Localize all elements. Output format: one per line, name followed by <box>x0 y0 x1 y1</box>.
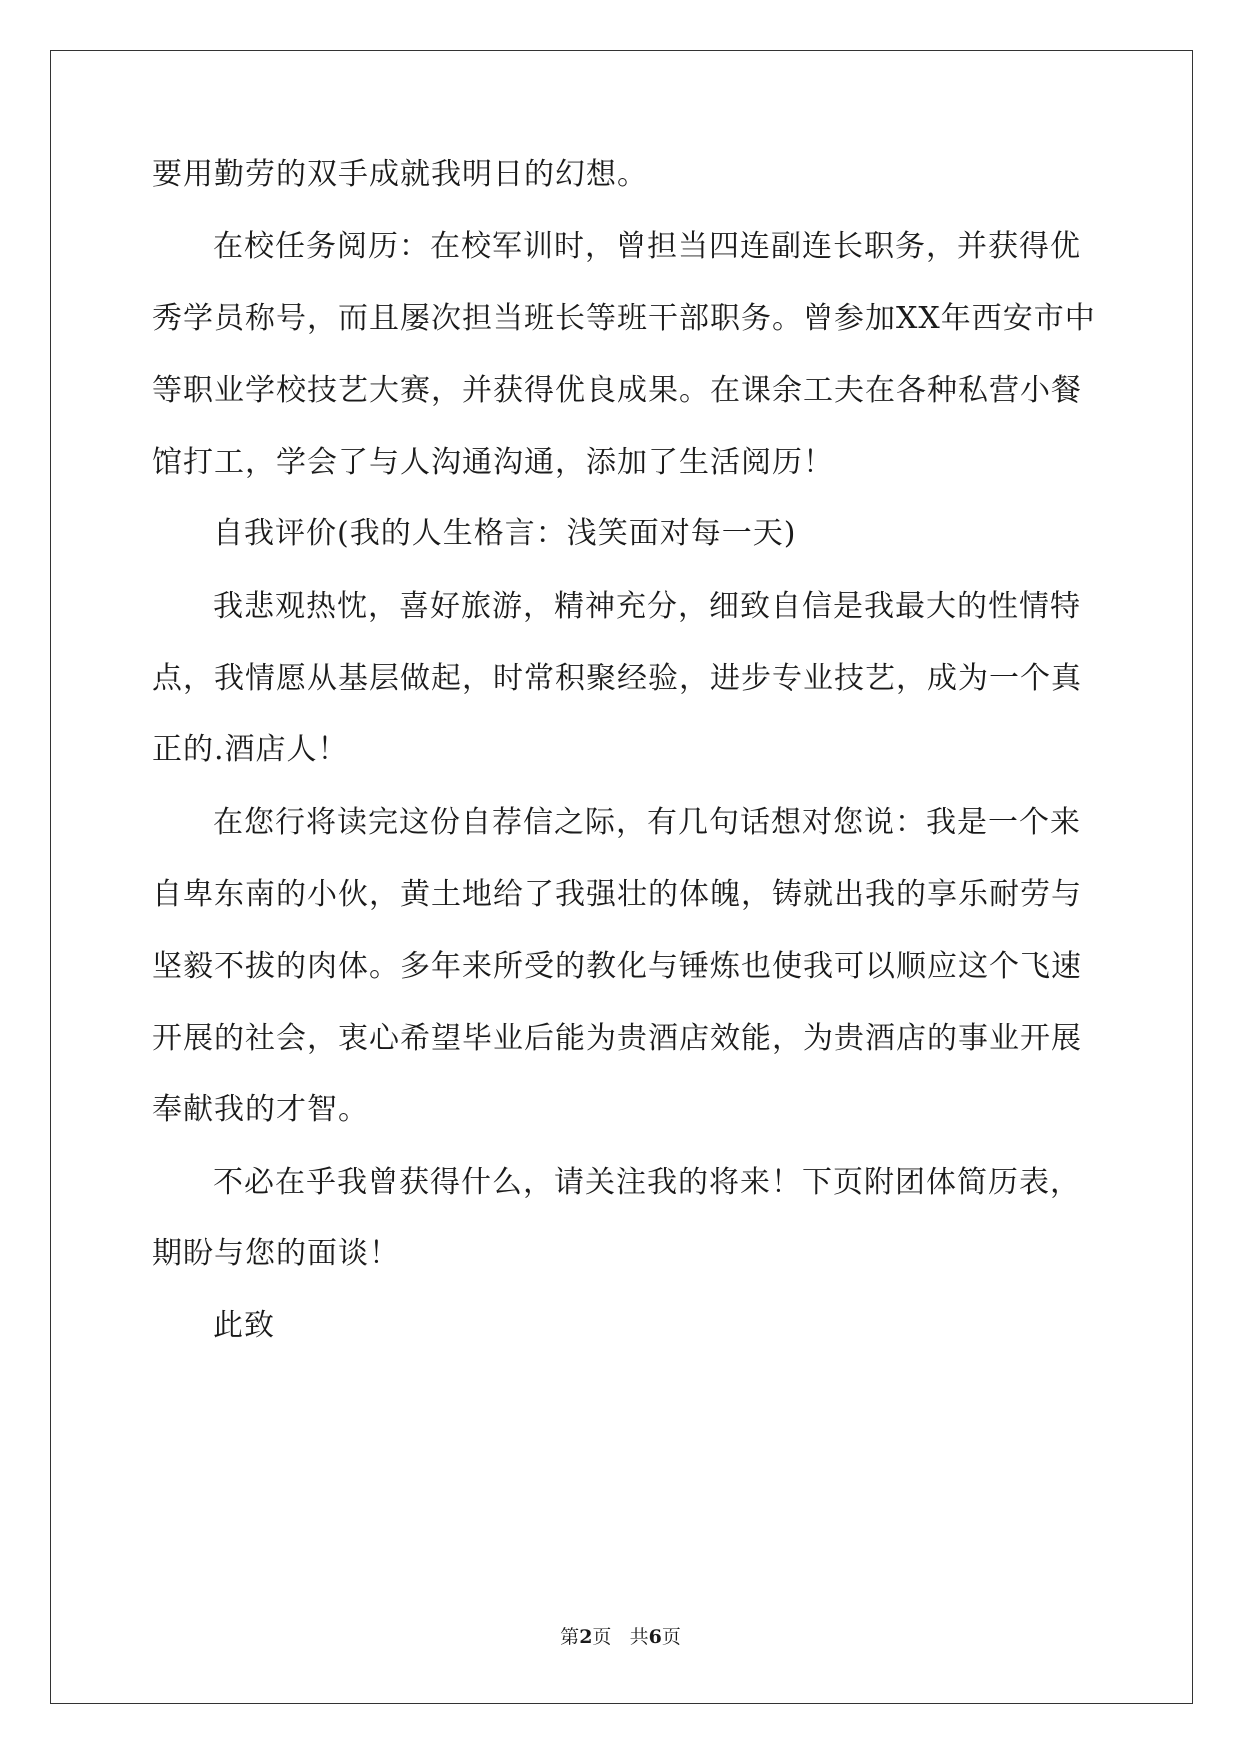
body-line-6: 自我评价(我的人生格言：浅笑面对每一天) <box>213 516 797 551</box>
body-line-11: 自卑东南的小伙，黄土地给了我强壮的体魄，铸就出我的享乐耐劳与 <box>152 877 1082 912</box>
body-line-17: 此致 <box>213 1308 275 1343</box>
body-line-7: 我悲观热忱，喜好旅游，精神充分，细致自信是我最大的性情特 <box>213 589 1081 624</box>
body-line-2: 在校任务阅历：在校军训时，曾担当四连副连长职务，并获得优 <box>213 229 1081 264</box>
body-line-14: 奉献我的才智。 <box>152 1092 369 1127</box>
body-line-4: 等职业学校技艺大赛，并获得优良成果。在课余工夫在各种私营小餐 <box>152 373 1082 408</box>
page-prefix: 第 <box>560 1626 580 1648</box>
total-page-number: 6 <box>648 1626 662 1648</box>
body-line-3: 秀学员称号，而且屡次担当班长等班干部职务。曾参加XX年西安市中 <box>152 301 1096 336</box>
total-prefix: 共 <box>629 1626 649 1648</box>
body-line-13: 开展的社会，衷心希望毕业后能为贵酒店效能，为贵酒店的事业开展 <box>152 1021 1082 1056</box>
page-suffix: 页 <box>592 1626 612 1648</box>
body-line-1: 要用勤劳的双手成就我明日的幻想。 <box>152 157 648 192</box>
body-line-12: 坚毅不拔的肉体。多年来所受的教化与锤炼也使我可以顺应这个飞速 <box>152 949 1082 984</box>
body-line-16: 期盼与您的面谈！ <box>152 1236 400 1271</box>
body-line-8: 点，我情愿从基层做起，时常积聚经验，进步专业技艺，成为一个真 <box>152 661 1082 696</box>
total-suffix: 页 <box>661 1626 681 1648</box>
body-line-10: 在您行将读完这份自荐信之际，有几句话想对您说：我是一个来 <box>213 805 1081 840</box>
page-footer <box>0 1625 1241 1649</box>
body-line-9: 正的.酒店人！ <box>152 732 349 767</box>
body-line-5: 馆打工，学会了与人沟通沟通，添加了生活阅历！ <box>152 445 834 480</box>
current-page-number: 2 <box>579 1626 593 1648</box>
body-line-15: 不必在乎我曾获得什么，请关注我的将来！下页附团体简历表， <box>213 1165 1081 1200</box>
